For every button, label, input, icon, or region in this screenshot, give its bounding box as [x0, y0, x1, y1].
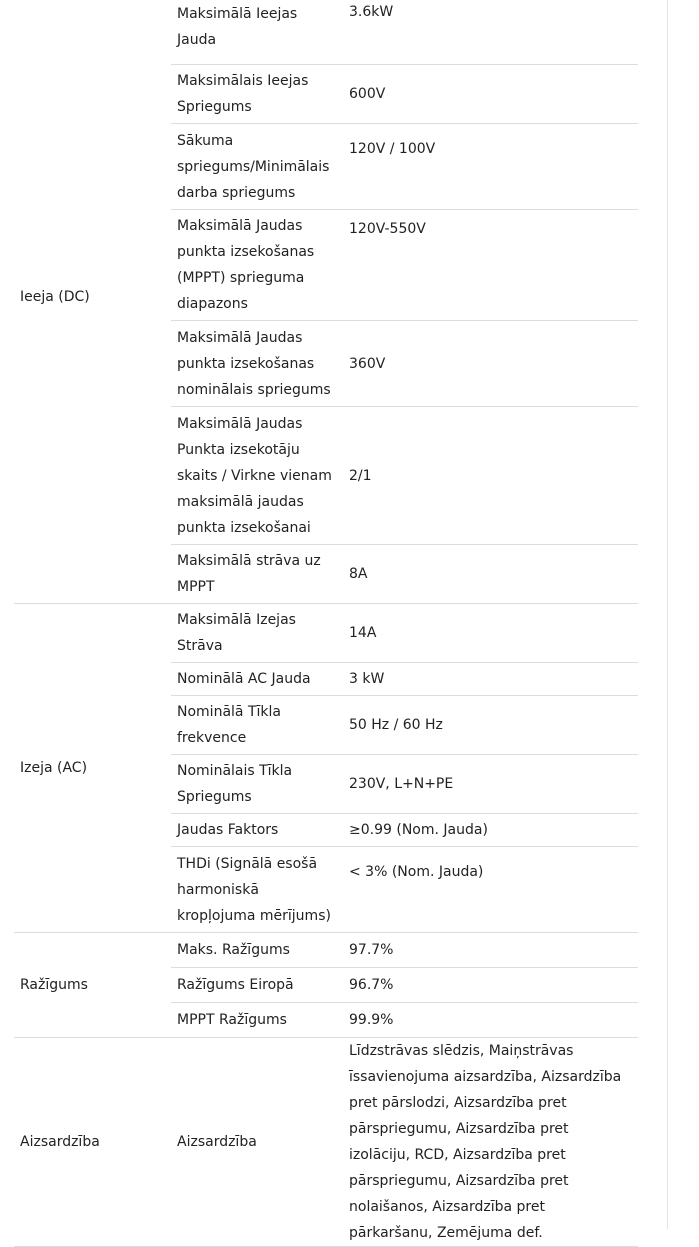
- value-cell: 120V-550V: [339, 210, 638, 321]
- value-cell: 96.7%: [339, 968, 638, 1003]
- param-cell: Nominālā Tīkla frekvence: [171, 696, 339, 755]
- param-cell: Maksimālā Izejas Strāva: [171, 604, 339, 663]
- param-cell: Maksimālā Jaudas punkta izsekošanas (MPPT) sprieguma diapazons: [171, 210, 339, 321]
- param-cell: Maksimālā Ieejas Jauda: [171, 0, 339, 65]
- section-label-input-dc: Ieeja (DC): [14, 0, 171, 604]
- value-cell: 3.6kW: [339, 0, 638, 65]
- param-cell: Jaudas Faktors: [171, 814, 339, 847]
- param-cell: THDi (Signālā esošā harmoniskā kropļojuma mērījums): [171, 847, 339, 933]
- scroll-divider-line: [667, 0, 668, 1229]
- value-cell: ≥0.99 (Nom. Jauda): [339, 814, 638, 847]
- param-cell: Aizsardzība: [171, 1038, 339, 1247]
- value-cell: 8A: [339, 545, 638, 604]
- value-cell: 360V: [339, 321, 638, 407]
- section-label-output-ac: Izeja (AC): [14, 604, 171, 933]
- value-cell: 97.7%: [339, 933, 638, 968]
- table-row: [14, 604, 638, 663]
- table-row: [14, 1038, 638, 1247]
- value-cell: 600V: [339, 65, 638, 124]
- value-cell: 99.9%: [339, 1003, 638, 1038]
- section-label-efficiency: Ražīgums: [14, 933, 171, 1038]
- table-row: [14, 0, 638, 65]
- param-cell: Nominālais Tīkla Spriegums: [171, 755, 339, 814]
- value-cell: Līdzstrāvas slēdzis, Maiņstrāvas īssavienojuma aizsardzība, Aizsardzība pret pārslodzi, Aizsardzība pret pārspriegumu, Aizsardzība pret izolāciju, RCD, Aizsardzība pret pārspriegumu, Aizsardzība pret nolaišanos, Aizsardzība pret pārkaršanu, Zemējuma def.: [339, 1038, 638, 1247]
- param-cell: Maksimālais Ieejas Spriegums: [171, 65, 339, 124]
- value-cell: 14A: [339, 604, 638, 663]
- param-cell: Sākuma spriegums/Minimālais darba spriegums: [171, 124, 339, 210]
- param-cell: Maksimālā Jaudas Punkta izsekotāju skaits / Virkne vienam maksimālā jaudas punkta izsekošanai: [171, 407, 339, 545]
- value-cell: < 3% (Nom. Jauda): [339, 847, 638, 933]
- value-cell: 50 Hz / 60 Hz: [339, 696, 638, 755]
- value-cell: 230V, L+N+PE: [339, 755, 638, 814]
- param-cell: Maks. Ražīgums: [171, 933, 339, 968]
- param-cell: Maksimālā Jaudas punkta izsekošanas nominālais spriegums: [171, 321, 339, 407]
- value-cell: 120V / 100V: [339, 124, 638, 210]
- table-row: [14, 933, 638, 968]
- param-cell: Nominālā AC Jauda: [171, 663, 339, 696]
- param-cell: Ražīgums Eiropā: [171, 968, 339, 1003]
- param-cell: MPPT Ražīgums: [171, 1003, 339, 1038]
- value-cell: 2/1: [339, 407, 638, 545]
- section-label-protection: Aizsardzība: [14, 1038, 171, 1247]
- inverter-spec-table: [14, 0, 638, 1247]
- value-cell: 3 kW: [339, 663, 638, 696]
- param-cell: Maksimālā strāva uz MPPT: [171, 545, 339, 604]
